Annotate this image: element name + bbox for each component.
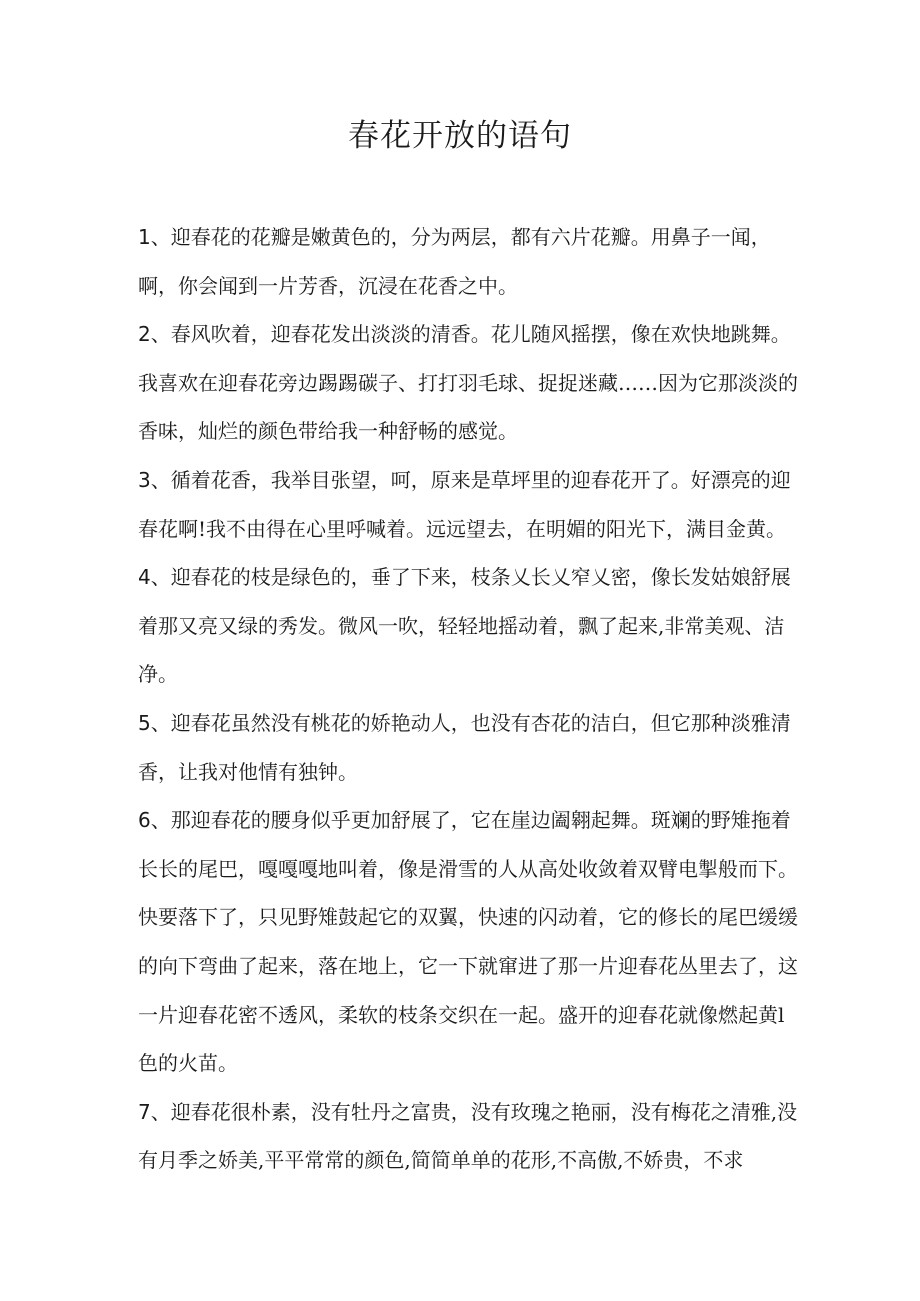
paragraph-text: 、循着花香，我举目张望，呵，原来是草坪里的迎春花开了。好漂亮的迎春花啊!我不由得在心里呼喊着。远远望去，在明媚的阳光下，满目金黄。 xyxy=(138,467,791,541)
paragraph-5 xyxy=(138,699,798,796)
paragraph-number: 2 xyxy=(138,322,151,347)
paragraph-number: 1 xyxy=(138,225,151,249)
paragraph-4 xyxy=(138,553,798,699)
paragraph-1 xyxy=(138,213,798,310)
document-body xyxy=(138,213,798,1185)
paragraph-text: 、迎春花的花瓣是嫩黄色的，分为两层，都有六片花瓣。用鼻子一闻，啊，你会闻到一片芳香，沉浸在花香之中。 xyxy=(138,225,771,298)
paragraph-text: 、那迎春花的腰身似乎更加舒展了，它在崖边阖翱起舞。斑斓的野雉拖着长长的尾巴，嘎嘎嘎地叫着，像是滑雪的人从高处收敛着双臂电掣般而下。快要落下了，只见野雉鼓起它的双翼，快速的闪动着，它的修长的尾巴缓缓的向下弯曲了起来，落在地上，它一下就窜进了那一片迎春花丛里去了，这一片迎春花密不透风，柔软的枝条交织在一起。盛开的迎春花就像燃起黄l色的火苗。 xyxy=(138,808,798,1076)
paragraph-number: 5 xyxy=(138,710,151,735)
paragraph-number: 4 xyxy=(138,565,151,590)
paragraph-text: 、迎春花虽然没有桃花的娇艳动人，也没有杏花的洁白，但它那种淡雅清香，让我对他情有独钟。 xyxy=(138,710,791,784)
paragraph-number: 6 xyxy=(138,808,151,833)
paragraph-2 xyxy=(138,310,798,456)
paragraph-text: 、春风吹着，迎春花发出淡淡的清香。花儿随风摇摆，像在欢快地跳舞。我喜欢在迎春花旁边踢踢碳子、打打羽毛球、捉捉迷藏……因为它那淡淡的香味，灿烂的颜色带给我一种舒畅的感觉。 xyxy=(138,322,798,444)
paragraph-7 xyxy=(138,1088,798,1185)
paragraph-6 xyxy=(138,796,798,1088)
paragraph-3 xyxy=(138,456,798,553)
paragraph-number: 7 xyxy=(138,1099,151,1124)
paragraph-number: 3 xyxy=(138,467,151,492)
paragraph-text: 、迎春花的枝是绿色的，垂了下来，枝条乂长乂窄乂密，像长发姑娘舒展着那又亮又绿的秀发。微风一吹，轻轻地摇动着，飘了起来,非常美观、洁净。 xyxy=(138,565,791,687)
document-title: 春花开放的语句 xyxy=(348,118,572,154)
paragraph-text: 、迎春花很朴素，没有牡丹之富贵，没有玫瑰之艳丽，没有梅花之清雅,没有月季之娇美,平平常常的颜色,简简单单的花形,不高傲,不娇贵，不求 xyxy=(138,1099,798,1173)
